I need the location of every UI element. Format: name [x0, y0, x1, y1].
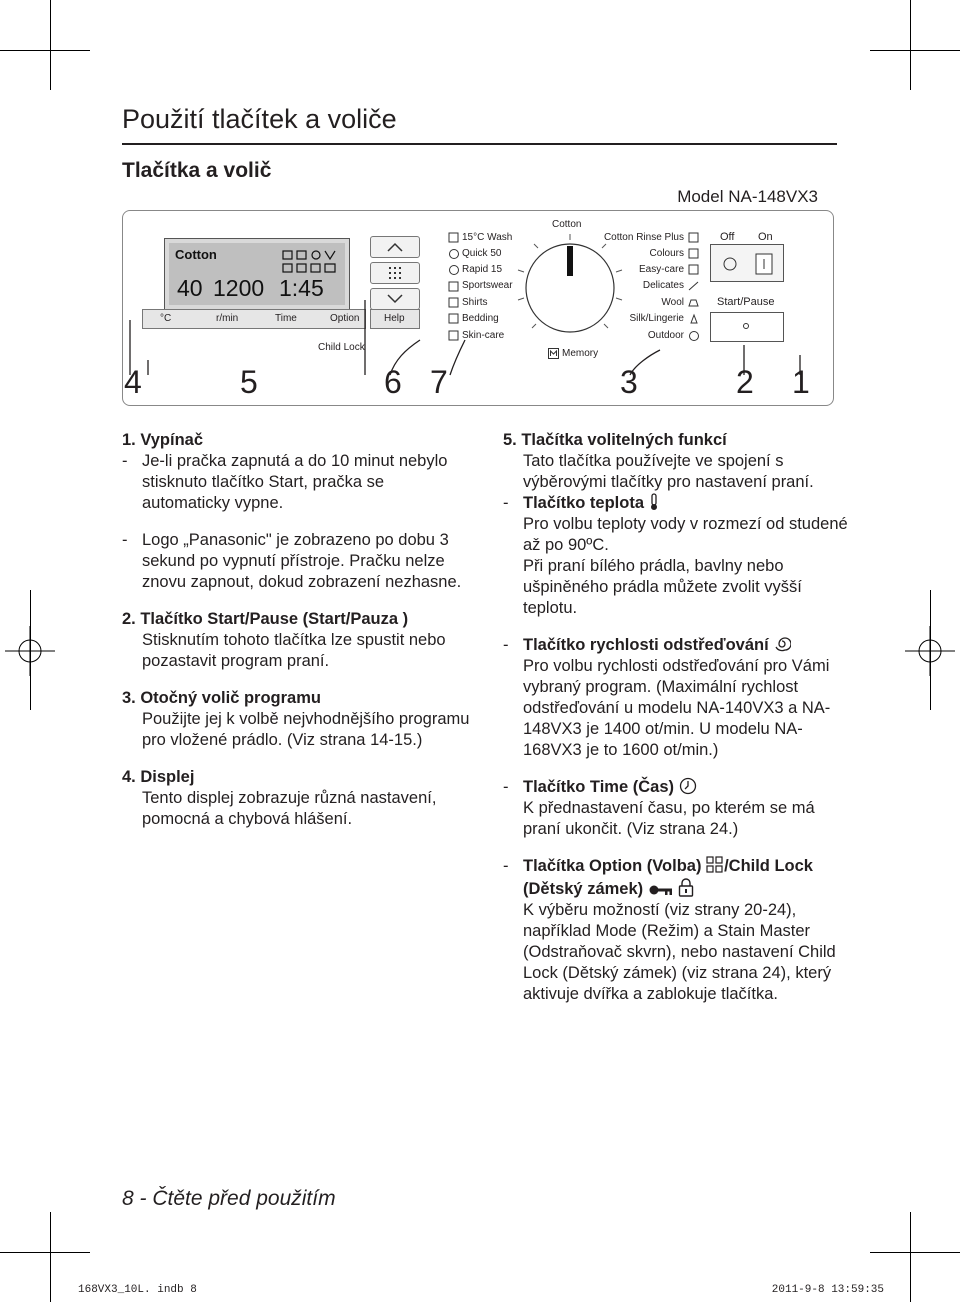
crop-mark: [870, 1252, 960, 1253]
program-cotton: Cotton: [552, 219, 582, 230]
program-sportswear: Sportswear: [462, 280, 513, 291]
crop-mark: [50, 1212, 51, 1302]
callout-6: 6: [384, 364, 402, 400]
crop-mark: [910, 1212, 911, 1302]
item-2-heading: 2. Tlačítko Start/Pause (Start/Pauza ): [122, 610, 409, 628]
lcd-time: 1:45: [279, 275, 324, 301]
time-text: K přednastavení času, po kterém se má praní ukončit. (Viz strana 24.): [523, 799, 815, 838]
power-switch-icon: [718, 252, 778, 276]
memory-label: Memory: [562, 348, 599, 359]
chevron-up-icon: [387, 242, 403, 252]
time-section: - Tlačítko Time (Čas) K přednastavení času, po kterém se má praní ukončit. (Viz strana 24.): [503, 777, 848, 840]
spin-icon: [773, 635, 791, 653]
title-rule: [122, 143, 837, 145]
child-lock-label: Child Lock: [318, 342, 365, 353]
print-slug-file: 168VX3_10L. indb 8: [78, 1284, 197, 1296]
lcd-temp: 40: [177, 275, 203, 301]
item-4-text: Tento displej zobrazuje různá nastavení, pomocná a chybová hlášení.: [142, 789, 437, 828]
power-off-label: Off: [720, 231, 735, 243]
child-lock-heading-cz: (Dětský zámek): [523, 880, 644, 898]
thermometer-icon: [649, 493, 659, 511]
grid-icon: [389, 267, 401, 279]
program-wool: Wool: [661, 297, 684, 308]
program-cotton-rinse-plus: Cotton Rinse Plus: [603, 232, 684, 243]
option-icon: [706, 856, 724, 874]
spin-heading: Tlačítko rychlosti odstřeďování: [523, 636, 769, 654]
temp-text-2: Při praní bílého prádla, bavlny nebo ušpiněného prádla můžete zvolit vyšší teplotu.: [523, 557, 802, 617]
page-title: Použití tlačítek a voliče: [122, 104, 397, 134]
crop-mark: [0, 1252, 90, 1253]
item-1-bullet-1: - Je-li pračka zapnutá a do 10 minut nebylo stisknuto tlačítko Start, pračka se automaticky vypne.: [122, 451, 472, 514]
child-lock-heading: /Child Lock: [724, 857, 813, 875]
start-pause-label: Start/Pause: [717, 296, 775, 308]
option-heading: Tlačítka Option (Volba): [523, 857, 702, 875]
callout-4: 4: [124, 364, 142, 400]
crop-mark: [930, 590, 931, 710]
item-2-text: Stisknutím tohoto tlačítka lze spustit nebo pozastavit program praní.: [142, 631, 446, 670]
spin-text: Pro volbu rychlosti odstřeďování pro Vámi vybraný program. (Maximální rychlost odstřeďování u modelu NA-140VX3 a NA-148VX3 je 1400 ot/min. U modelu NA-168VX3 je to 1600 ot/min.): [523, 657, 831, 759]
item-3-heading: 3. Otočný volič programu: [122, 689, 321, 707]
item-4-heading: 4. Displej: [122, 768, 195, 786]
callout-1: 1: [792, 364, 810, 400]
program-outdoor: Outdoor: [647, 330, 684, 341]
program-silk-lingerie: Silk/Lingerie: [629, 313, 684, 324]
program-colours: Colours: [649, 248, 684, 259]
callout-5: 5: [240, 364, 258, 400]
crop-mark: [30, 590, 31, 710]
item-1-bullet-1-text: Je-li pračka zapnutá a do 10 minut nebylo stisknuto tlačítko Start, pračka se automaticky vypne.: [142, 452, 448, 512]
item-1-bullet-2: - Logo „Panasonic" je zobrazeno po dobu 3 sekund po vypnutí přístroje. Pračku nelze znovu zapnout, dokud zobrazení nezhasne.: [122, 530, 472, 593]
program-shirts: Shirts: [462, 297, 488, 308]
model-label: Model NA-148VX3: [677, 187, 818, 206]
item-3-text: Použijte jej k volbě nejvhodnějšího programu pro vložené prádlo. (Viz strana 14-15.): [142, 710, 470, 749]
callout-3: 3: [620, 364, 638, 400]
section-title: Tlačítka a volič: [122, 159, 272, 182]
option-button[interactable]: Option: [330, 313, 360, 324]
crop-mark: [50, 0, 51, 90]
item-1-heading: 1. Vypínač: [122, 431, 204, 449]
program-bedding: Bedding: [462, 313, 499, 324]
time-button[interactable]: Time: [275, 313, 297, 324]
time-heading: Tlačítko Time (Čas): [523, 778, 674, 796]
lcd-program-icons: [281, 249, 341, 275]
temp-text-1: Pro volbu teploty vody v rozmezí od studené až po 90ºC.: [523, 515, 848, 554]
key-icon: [648, 883, 674, 897]
spin-section: - Tlačítko rychlosti odstřeďování Pro volbu rychlosti odstřeďování pro Vámi vybraný program. (Maximální rychlost odstřeďování u modelu NA-140VX3 a NA-148VX3 je 1400 ot/min. U modelu NA-168VX3 je to 1600 ot/min.): [503, 635, 848, 761]
item-1-bullet-2-text: Logo „Panasonic" je zobrazeno po dobu 3 sekund po vypnutí přístroje. Pračku nelze znovu zapnout, dokud zobrazení nezhasne.: [142, 531, 462, 591]
crop-mark: [0, 50, 90, 51]
program-delicates: Delicates: [642, 280, 684, 291]
right-column: [503, 430, 848, 1005]
callout-7: 7: [430, 364, 448, 400]
option-section: - Tlačítka Option (Volba) /Child Lock (Dětský zámek) K výběru možností (viz strany 20-24), například Mode (Režim) a Stain Master (Odstraňovač skvrn), nebo nastavení Child Lock (Dětský zámek) (viz strana 24), který aktivuje dvířka a zablokuje tlačítka.: [503, 856, 848, 1005]
program-skin-care: Skin-care: [462, 330, 505, 341]
callout-2: 2: [736, 364, 754, 400]
print-slug-date: 2011-9-8 13:59:35: [771, 1284, 884, 1296]
crop-mark: [870, 50, 960, 51]
item-5-text: Tato tlačítka používejte ve spojení s výběrovými tlačítky pro nastavení praní.: [523, 452, 814, 491]
clock-icon: [679, 777, 697, 795]
crop-mark: [910, 0, 911, 90]
program-15c-wash: 15°C Wash: [462, 232, 513, 243]
program-easy-care: Easy-care: [638, 264, 684, 275]
temp-heading: Tlačítko teplota: [523, 494, 645, 512]
spin-button[interactable]: r/min: [216, 313, 239, 324]
lcd-program: Cotton: [175, 247, 217, 262]
help-button[interactable]: Help: [384, 313, 405, 324]
temp-button[interactable]: °C: [160, 313, 172, 324]
program-rapid-15: Rapid 15: [462, 264, 503, 275]
program-quick-50: Quick 50: [462, 248, 502, 259]
lock-icon: [678, 877, 694, 897]
page-footer: 8 - Čtěte před použitím: [122, 1187, 336, 1210]
temp-section: - Tlačítko teplota Pro volbu teploty vody v rozmezí od studené až po 90ºC. Při praní bílého prádla, bavlny nebo ušpiněného prádla můžete zvolit vyšší teplotu.: [503, 494, 848, 617]
lcd-spin: 1200: [213, 275, 265, 301]
item-5-heading: 5. Tlačítka volitelných funkcí: [503, 431, 727, 449]
power-on-label: On: [758, 231, 773, 243]
callout-lines: [120, 300, 840, 410]
left-column: [122, 430, 472, 830]
option-text: K výběru možností (viz strany 20-24), například Mode (Režim) a Stain Master (Odstraňovač skvrn), nebo nastavení Child Lock (Dětský zámek) (viz strana 24), který aktivuje dvířka a zablokuje tlačítka.: [523, 901, 836, 1003]
